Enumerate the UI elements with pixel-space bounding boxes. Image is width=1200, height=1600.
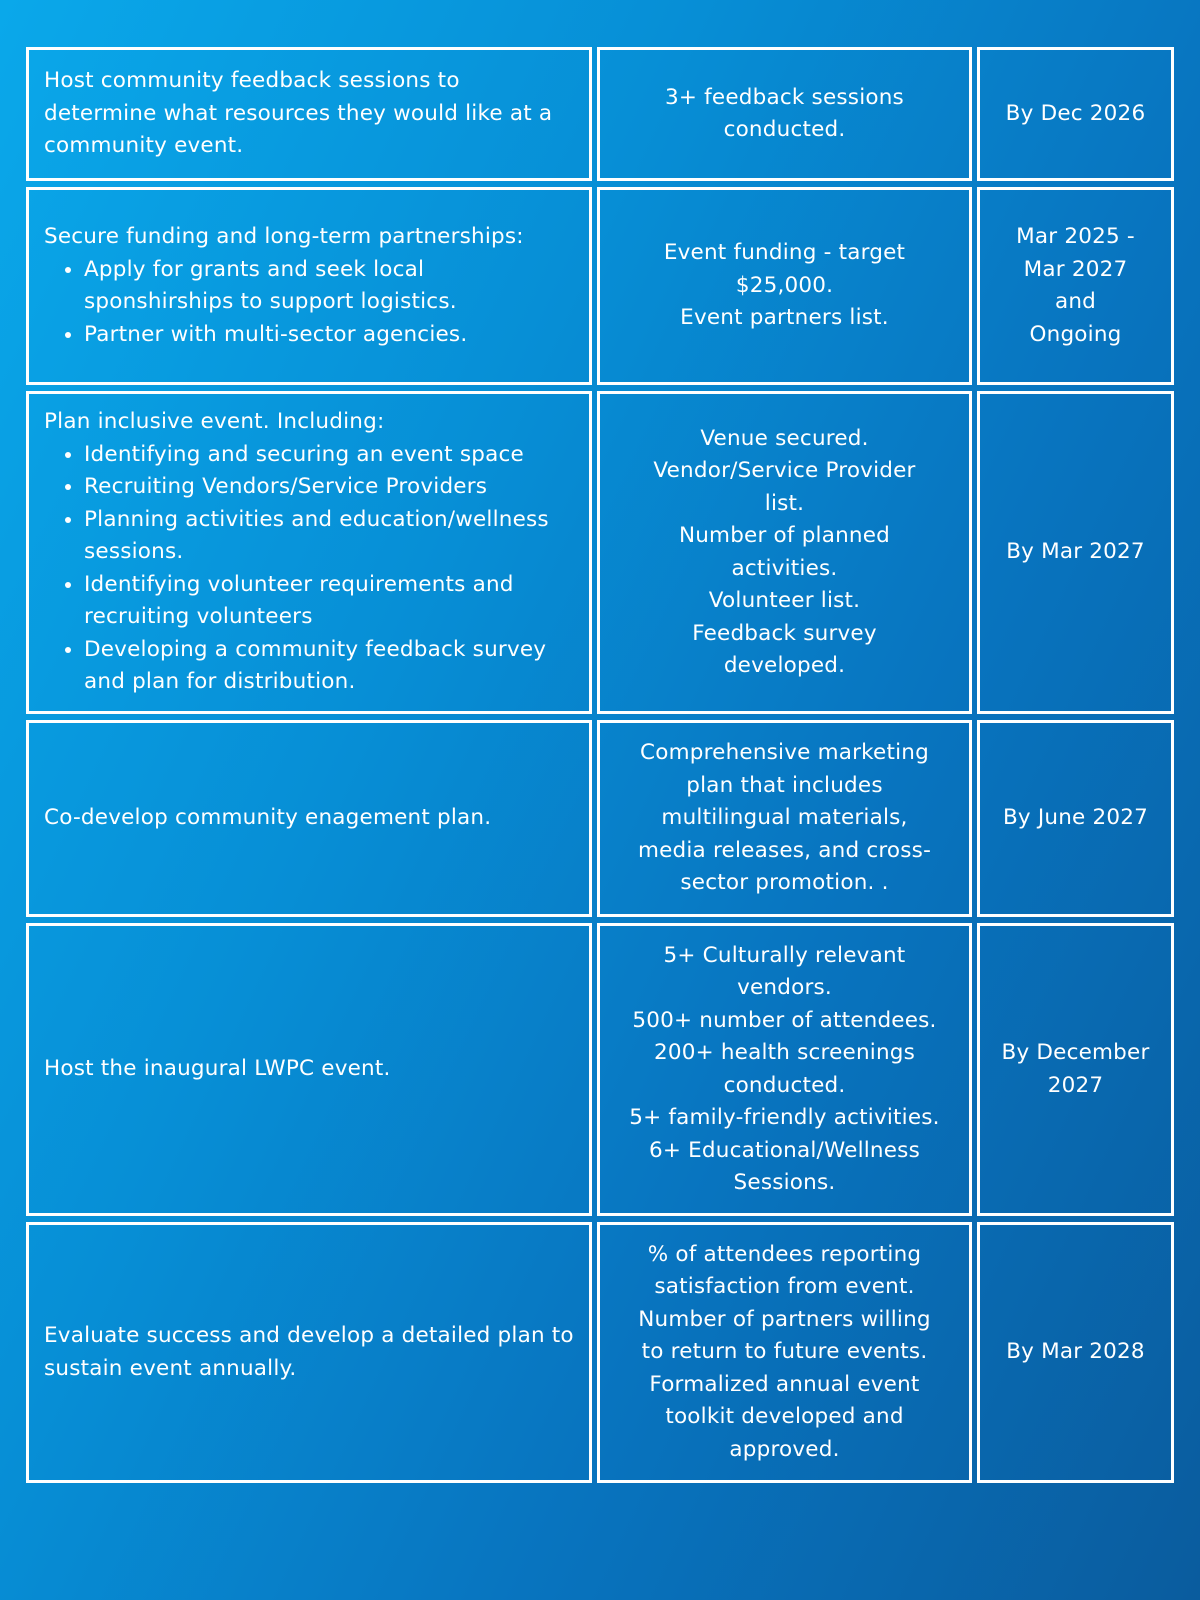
measure-text: % of attendees reporting satisfaction from event. Number of partners willing to return to future events. Formalized annual event toolkit developed and approved. [638, 1241, 931, 1462]
activity-bullet: • Developing a community feedback survey and plan for distribution. [84, 634, 575, 699]
measure-cell [597, 720, 972, 917]
activity-text: Secure funding and long-term partnerships: [44, 224, 524, 249]
measure-cell [597, 47, 972, 181]
measure-text: Comprehensive marketing plan that includes multilingual materials, media releases, and cross- sector promotion. . [637, 740, 932, 896]
measure-text: 3+ feedback sessions conducted. [665, 84, 904, 142]
measure-cell [597, 391, 972, 714]
activity-text: Host the inaugural LWPC event. [44, 1056, 391, 1082]
timeline-cell [977, 187, 1174, 385]
timeline-cell [977, 391, 1174, 714]
activity-bullet: • Recruiting Vendors/Service Providers [84, 471, 575, 504]
activity-bullet-list [44, 439, 575, 699]
activity-content [44, 1320, 575, 1385]
timeline-cell [977, 47, 1174, 181]
measure-cell [597, 923, 972, 1216]
timeline-cell [977, 1222, 1174, 1483]
timeline-text: By Mar 2028 [1006, 1339, 1145, 1365]
timeline-text: By Mar 2027 [1006, 539, 1145, 565]
timeline-text: By Dec 2026 [1005, 100, 1146, 126]
activity-cell [26, 187, 592, 385]
measure-text: Event funding - target $25,000. Event partners list. [663, 240, 906, 331]
measure-text: Venue secured. Vendor/Service Provider list. Number of planned activities. Volunteer list. Feedback survey developed. [653, 425, 916, 678]
activity-cell [26, 47, 592, 181]
activity-text: Host community feedback sessions to determine what resources they would like at a community event. [44, 68, 553, 159]
activity-cell [26, 923, 592, 1216]
activity-content [44, 65, 575, 163]
activity-bullet: • Apply for grants and seek local sponshirships to support logistics. [84, 254, 575, 319]
activity-cell [26, 391, 592, 714]
measure-text: 5+ Culturally relevant vendors. 500+ number of attendees. 200+ health screenings conducted. 5+ family-friendly activities. 6+ Educational/Wellness Sessions. [629, 942, 940, 1195]
measure-cell [597, 1222, 972, 1483]
timeline-text: By June 2027 [1002, 805, 1149, 831]
activity-bullet: • Planning activities and education/wellness sessions. [84, 504, 575, 569]
activity-cell [26, 1222, 592, 1483]
timeline-cell [977, 720, 1174, 917]
activity-cell [26, 720, 592, 917]
timeline-text: Mar 2025 - Mar 2027 and Ongoing [1016, 224, 1135, 347]
activity-bullet: • Identifying volunteer requirements and recruiting volunteers [84, 569, 575, 634]
activity-content [44, 221, 575, 351]
activity-text: Plan inclusive event. Including: [44, 409, 385, 435]
measure-cell [597, 187, 972, 385]
activity-content [44, 406, 575, 699]
activity-bullet: • Identifying and securing an event space [84, 439, 575, 472]
timeline-text: By December 2027 [1001, 1040, 1150, 1098]
activity-content [44, 802, 575, 835]
activity-text: Co-develop community enagement plan. [44, 805, 492, 831]
activity-bullet-list [44, 254, 575, 352]
plan-table [26, 47, 1174, 1483]
timeline-cell [977, 923, 1174, 1216]
activity-bullet: • Partner with multi-sector agencies. [84, 319, 575, 352]
activity-text: Evaluate success and develop a detailed plan to sustain event annually. [44, 1323, 574, 1381]
activity-content [44, 1053, 575, 1086]
